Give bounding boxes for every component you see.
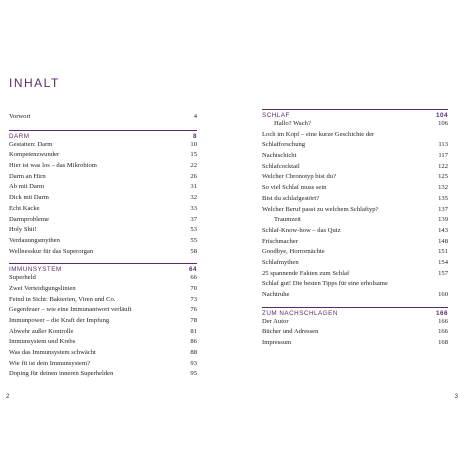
toc-entry[interactable] bbox=[262, 327, 448, 338]
toc-entry-label: Immunpower – die Kraft der Impfung bbox=[9, 317, 110, 324]
toc-entry[interactable] bbox=[262, 140, 448, 151]
toc-entry-page: 37 bbox=[190, 215, 197, 223]
section-heading[interactable] bbox=[262, 307, 448, 317]
toc-entry[interactable] bbox=[262, 279, 448, 290]
toc-entry[interactable] bbox=[9, 369, 197, 380]
toc-entry-page: 73 bbox=[190, 295, 197, 303]
toc-entry-page: 113 bbox=[438, 141, 448, 149]
toc-entry-page: 10 bbox=[190, 140, 197, 148]
toc-entry-page: 106 bbox=[438, 120, 448, 127]
toc-entry-page: 66 bbox=[190, 274, 197, 282]
toc-entry[interactable] bbox=[262, 290, 448, 301]
toc-entry[interactable] bbox=[9, 359, 197, 370]
toc-entry[interactable] bbox=[262, 130, 448, 141]
toc-entry[interactable] bbox=[9, 337, 197, 348]
toc-entry-label: Doping für deinen inneren Superhelden bbox=[9, 370, 114, 378]
toc-entry[interactable] bbox=[262, 215, 448, 226]
toc-entry[interactable] bbox=[262, 338, 448, 349]
toc-entry-page: 88 bbox=[190, 349, 197, 357]
toc-entry-page: 32 bbox=[190, 194, 197, 202]
toc-entry-page: 160 bbox=[438, 291, 448, 298]
toc-entry-label: Schlaf-Know-how – das Quiz bbox=[262, 226, 341, 234]
toc-entry-label: Der Autor bbox=[262, 317, 289, 325]
page-title: INHALT bbox=[9, 76, 60, 90]
toc-entry[interactable] bbox=[9, 247, 197, 258]
toc-entry[interactable] bbox=[262, 269, 448, 280]
toc-entry-label: Schlafmythen bbox=[262, 258, 299, 266]
toc-entry-page: 22 bbox=[190, 162, 197, 170]
toc-entry-page: 117 bbox=[438, 152, 448, 160]
toc-entry-label: Echt Kacke bbox=[9, 204, 40, 212]
toc-entry-label: Hier ist was los – das Mikrobiom bbox=[9, 162, 97, 170]
toc-entry[interactable] bbox=[9, 182, 197, 193]
toc-entry-label: Immunsystem und Krebs bbox=[9, 338, 76, 346]
toc-entry-page: 53 bbox=[190, 226, 197, 234]
toc-entry[interactable] bbox=[9, 172, 197, 183]
toc-entry-page: 4 bbox=[193, 113, 197, 120]
toc-entry-page: 122 bbox=[438, 162, 448, 170]
toc-entry-label: Wellnesskur für das Superorgan bbox=[9, 247, 94, 255]
section-heading-page: 64 bbox=[188, 266, 197, 274]
toc-entry-label: Schlafforschung bbox=[262, 141, 306, 149]
toc-entry[interactable] bbox=[262, 237, 448, 248]
toc-entry[interactable] bbox=[9, 150, 197, 161]
toc-entry-label: Kompetenzwunder bbox=[9, 151, 60, 159]
toc-entry-page: 81 bbox=[190, 327, 197, 335]
toc-entry-label: Gegenfeuer – wie eine Immunantwort verläuft bbox=[9, 306, 132, 314]
toc-entry[interactable] bbox=[9, 215, 197, 226]
right-page-number: 3 bbox=[454, 394, 458, 400]
toc-right-column bbox=[262, 109, 448, 349]
section-heading-page: 104 bbox=[435, 112, 448, 119]
toc-entry-page: 86 bbox=[190, 338, 197, 346]
toc-entry[interactable] bbox=[9, 295, 197, 306]
toc-entry-page: 31 bbox=[190, 183, 197, 191]
toc-entry-label: Abwehr außer Kontrolle bbox=[9, 327, 74, 335]
toc-entry-label: Zwei Verteidigungslinien bbox=[9, 284, 76, 292]
toc-entry-label: Holy Shit! bbox=[9, 226, 37, 234]
toc-entry[interactable] bbox=[262, 162, 448, 173]
section-heading-page: 8 bbox=[192, 132, 197, 140]
toc-entry-label: Bücher und Adressen bbox=[262, 328, 319, 336]
toc-entry-label: Vorwort bbox=[9, 113, 31, 120]
toc-entry[interactable] bbox=[262, 151, 448, 162]
toc-entry-label: Loch im Kopf – eine kurze Geschichte der bbox=[262, 130, 375, 138]
toc-entry-label: Schlaf gut! Die besten Tipps für eine erholsame bbox=[262, 280, 388, 288]
toc-entry[interactable] bbox=[9, 273, 197, 284]
toc-entry[interactable] bbox=[262, 119, 448, 130]
section-heading[interactable] bbox=[262, 109, 448, 119]
toc-entry-page: 78 bbox=[190, 317, 197, 324]
toc-entry-page: 143 bbox=[438, 226, 448, 234]
toc-entry[interactable] bbox=[262, 194, 448, 205]
toc-entry-label: Goodbye, Horrornächte bbox=[262, 248, 325, 256]
toc-entry-label: Nachtschicht bbox=[262, 152, 297, 160]
toc-entry-label: Traumzeit bbox=[274, 216, 301, 224]
toc-entry[interactable] bbox=[9, 327, 197, 338]
toc-entry-label: Hallo? Wach? bbox=[274, 120, 311, 127]
toc-entry-page: 33 bbox=[190, 204, 197, 212]
toc-entry[interactable] bbox=[262, 205, 448, 216]
toc-entry-page: 58 bbox=[190, 247, 197, 255]
toc-entry-label: Frischmacher bbox=[262, 237, 298, 245]
toc-entry-label: 25 spannende Fakten zum Schlaf bbox=[262, 269, 350, 277]
toc-entry-label: Darmprobleme bbox=[9, 215, 49, 223]
toc-entry-page: 95 bbox=[190, 370, 197, 378]
toc-entry-label: Welcher Beruf passt zu welchem Schlaftyp? bbox=[262, 205, 379, 213]
toc-entry-label: Verdauungsmythen bbox=[9, 236, 60, 244]
toc-entry[interactable] bbox=[9, 204, 197, 215]
toc-entry[interactable] bbox=[262, 226, 448, 237]
toc-entry-label: Schlafcocktail bbox=[262, 162, 300, 170]
toc-entry[interactable] bbox=[9, 284, 197, 295]
toc-entry-label: Superheld bbox=[9, 274, 36, 282]
left-page-number: 2 bbox=[6, 394, 10, 400]
toc-entry[interactable] bbox=[9, 140, 197, 151]
toc-entry-label: Was das Immunsystem schwächt bbox=[9, 349, 96, 357]
toc-entry[interactable] bbox=[9, 305, 197, 316]
toc-entry-page: 132 bbox=[438, 184, 448, 192]
toc-entry[interactable] bbox=[262, 183, 448, 194]
toc-entry-page: 93 bbox=[190, 359, 197, 367]
toc-entry-label: Welcher Chronotyp bist du? bbox=[262, 173, 336, 181]
toc-entry[interactable] bbox=[262, 247, 448, 258]
toc-entry[interactable] bbox=[9, 112, 197, 123]
section-heading-label: IMMUNSYSTEM bbox=[9, 266, 62, 274]
section-heading[interactable] bbox=[9, 263, 197, 273]
toc-entry-page: 168 bbox=[438, 339, 448, 347]
toc-entry[interactable] bbox=[9, 193, 197, 204]
toc-entry-page: 135 bbox=[438, 194, 448, 202]
toc-entry-page: 148 bbox=[438, 237, 448, 245]
toc-entry-page: 166 bbox=[438, 328, 448, 336]
toc-entry[interactable] bbox=[9, 225, 197, 236]
toc-entry[interactable] bbox=[262, 258, 448, 269]
toc-left-column bbox=[9, 112, 197, 380]
toc-entry-page: 76 bbox=[190, 306, 197, 314]
toc-entry-page: 70 bbox=[190, 284, 197, 292]
toc-entry-label: Wie fit ist dein Immunsystem? bbox=[9, 359, 91, 367]
toc-entry-page: 15 bbox=[190, 151, 197, 159]
toc-entry-label: Impressum bbox=[262, 339, 292, 347]
toc-entry-page: 125 bbox=[438, 173, 448, 181]
toc-entry-label: Feind in Sicht: Bakterien, Viren und Co. bbox=[9, 295, 116, 303]
toc-entry-page: 154 bbox=[438, 258, 448, 266]
toc-entry-label: Dick mit Darm bbox=[9, 194, 49, 202]
toc-entry-label: Ab mit Darm bbox=[9, 183, 45, 191]
toc-entry-label: So viel Schlaf muss sein bbox=[262, 184, 327, 192]
section-heading-label: ZUM NACHSCHLAGEN bbox=[262, 309, 338, 317]
toc-entry[interactable] bbox=[9, 236, 197, 247]
toc-entry-page: 139 bbox=[438, 216, 448, 224]
section-heading[interactable] bbox=[9, 130, 197, 140]
toc-entry-label: Nachtruhe bbox=[262, 291, 290, 298]
toc-entry-page: 166 bbox=[438, 317, 448, 325]
section-heading-label: SCHLAF bbox=[262, 112, 290, 119]
section-heading-label: DARM bbox=[9, 132, 30, 140]
toc-entry-page: 151 bbox=[438, 248, 448, 256]
toc-entry[interactable] bbox=[9, 348, 197, 359]
toc-entry[interactable] bbox=[262, 317, 448, 328]
toc-entry-page: 157 bbox=[438, 269, 448, 277]
toc-entry[interactable] bbox=[9, 161, 197, 172]
section-heading-page: 166 bbox=[435, 309, 448, 317]
toc-entry-page: 55 bbox=[190, 236, 197, 244]
toc-entry-label: Darm an Hirn bbox=[9, 172, 46, 180]
toc-entry-label: Gestatten: Darm bbox=[9, 140, 53, 148]
toc-entry-label: Bist du schlafgestört? bbox=[262, 194, 320, 202]
toc-entry-page: 26 bbox=[190, 172, 197, 180]
toc-entry[interactable] bbox=[262, 172, 448, 183]
toc-entry-page: 137 bbox=[438, 205, 448, 213]
toc-entry[interactable] bbox=[9, 316, 197, 327]
